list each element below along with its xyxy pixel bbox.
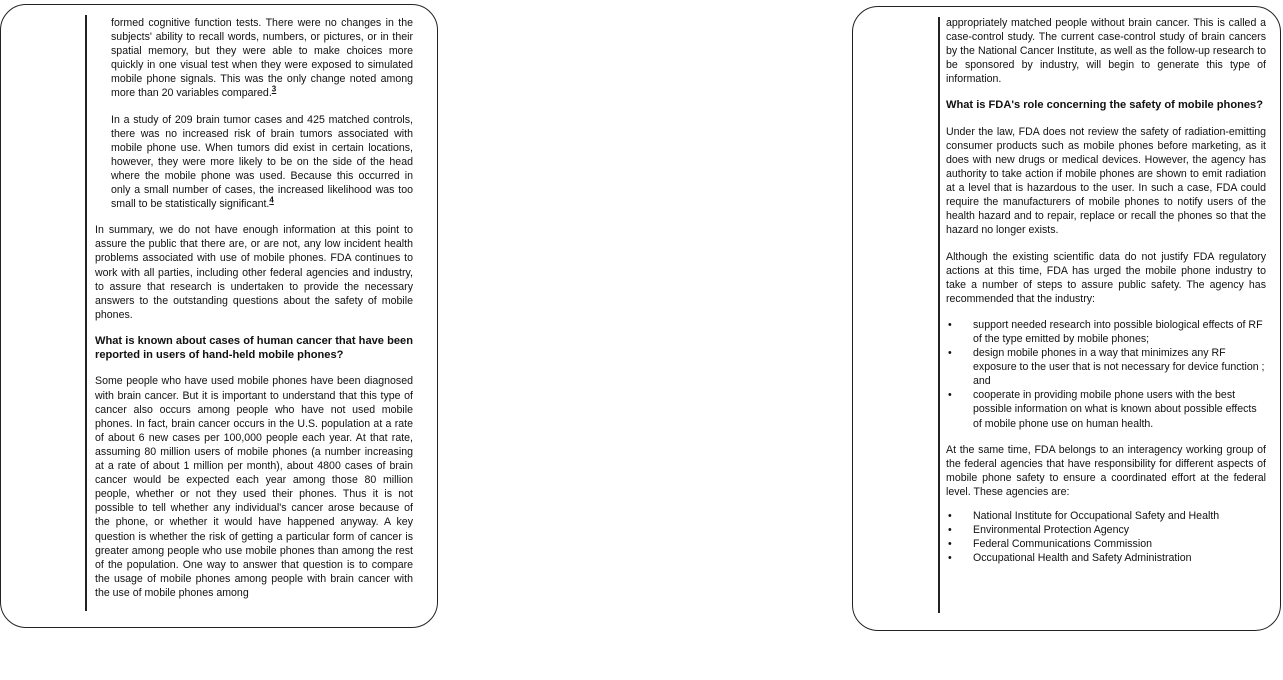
page-content (946, 16, 1266, 577)
body-paragraph: Some people who have used mobile phones have been diagnosed with brain cancer. But it is important to understand that this type of cancer also occurs among people who have not used mobile phones. In fact, brain cancer occurs in the U.S. population at a rate of about 6 new cases per 100,000 people each year. At that rate, assuming 80 million users of mobile phones (a number increasing at a rate of about 1 million per month), about 4800 cases of brain cancer would be expected each year among those 80 million people, whether or not they used their phones. Thus it is not possible to tell whether any individual's cancer arose because of the phone, or whether it would have happened anyway. A key question is whether the risk of getting a particular form of cancer is greater among people who use mobile phones than among the rest of the population. One way to answer that question is to compare the usage of mobile phones among people with brain cancer with the use of mobile phones among (95, 375, 413, 599)
list-item: • Environmental Protection Agency (946, 523, 1266, 537)
intro-paragraph: appropriately matched people without brain cancer. This is called a case-control study. The current case-control study of brain cancers by the National Cancer Institute, as well as the follow-up research to be sponsored by industry, will begin to generate this type of information. (946, 17, 1266, 86)
recommendation-list (946, 318, 1266, 431)
document-page-right (852, 6, 1281, 631)
study-paragraph-cognitive: formed cognitive function tests. There were no changes in the subjects' ability to recall words, numbers, or pictures, or in their spatial memory, but they were able to make choices more quickly in one visual test when they were exposed to simulated mobile phone signals. This was the only change noted among more than 20 variables compared.$^3$ (111, 17, 413, 100)
footnote-ref[interactable]: 4 (269, 195, 274, 205)
agency-list (946, 509, 1266, 565)
list-item: • cooperate in providing mobile phone users with the best possible information on what is known about possible effects of mobile phone use on human health. (946, 388, 1266, 430)
section-heading-fda-role: What is FDA's role concerning the safety of mobile phones? (946, 99, 1264, 112)
margin-rule (85, 15, 87, 611)
list-item: • Occupational Health and Safety Administration (946, 551, 1266, 565)
summary-paragraph: In summary, we do not have enough information at this point to assure the public that there are, or are not, any low incident health problems associated with use of mobile phones. FDA continues to work with all parties, including other federal agencies and industry, to assure that research is undertaken to provide the necessary answers to the outstanding questions about the safety of mobile phones. (95, 224, 413, 321)
document-page-left (0, 4, 438, 628)
body-paragraph: Although the existing scientific data do not justify FDA regulatory actions at this time, FDA has urged the mobile phone industry to take a number of steps to assure public safety. The agency has recommended that the industry: (946, 250, 1266, 305)
list-item: • design mobile phones in a way that minimizes any RF exposure to the user that is not necessary for device function ; and (946, 346, 1266, 388)
list-item: • Federal Communications Commission (946, 537, 1266, 551)
body-paragraph: Under the law, FDA does not review the safety of radiation-emitting consumer products such as mobile phones before marketing, as it does with new drugs or medical devices. However, the agency has authority to take action if mobile phones are shown to emit radiation at a level that is hazardous to the user. In such a case, FDA could require the manufacturers of mobile phones to notify users of the health hazard and to repair, replace or recall the phones so that the hazard no longer exists. (946, 125, 1266, 237)
section-heading-human-cancer: What is known about cases of human cancer that have been reported in users of hand-held mobile phones? (95, 334, 413, 362)
list-item: • support needed research into possible biological effects of RF of the type emitted by mobile phones; (946, 318, 1266, 346)
page-content (95, 16, 413, 612)
body-paragraph: At the same time, FDA belongs to an interagency working group of the federal agencies that have responsibility for different aspects of mobile phone safety to ensure a coordinated effort at the federal level. These agencies are: (946, 443, 1266, 498)
list-item: • National Institute for Occupational Safety and Health (946, 509, 1266, 523)
margin-rule (938, 17, 940, 613)
footnote-ref[interactable]: 3 (271, 84, 277, 94)
study-paragraph-tumor: In a study of 209 brain tumor cases and 425 matched controls, there was no increased risk of brain tumors associated with mobile phone use. When tumors did exist in certain locations, however, they were more likely to be on the side of the head where the mobile phone was used. Because this occurred in only a small number of cases, the increased likelihood was too small to be statistically significant.$^4$ (111, 113, 413, 211)
